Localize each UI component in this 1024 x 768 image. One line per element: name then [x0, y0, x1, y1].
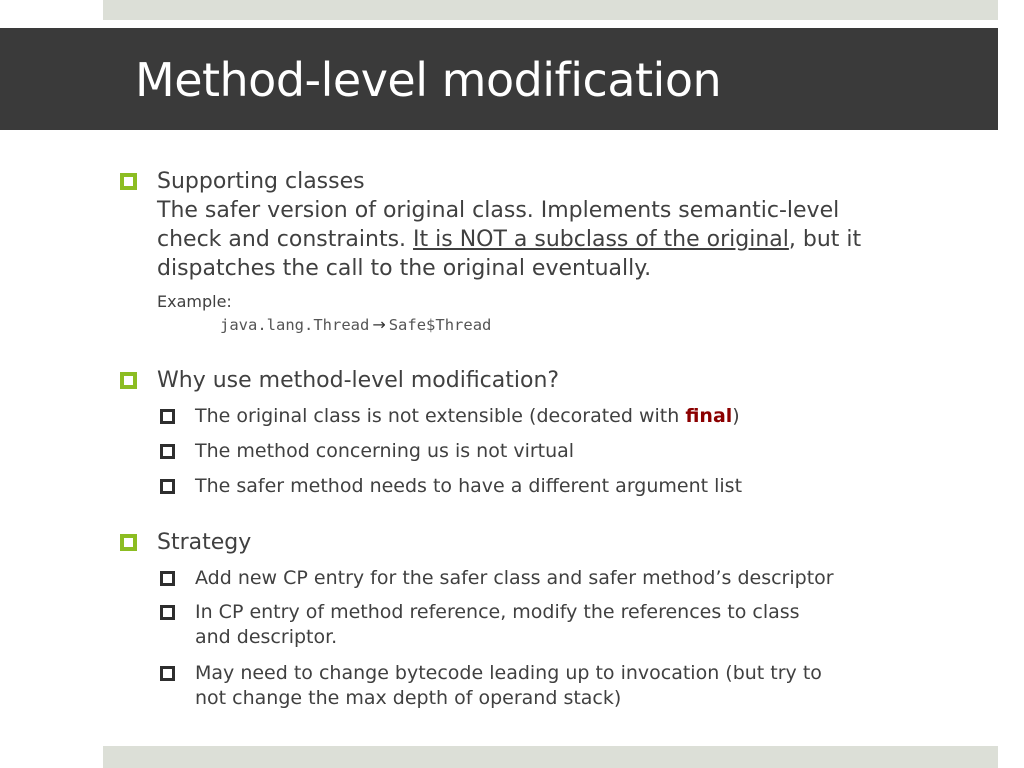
why-item-1-close: ) — [732, 405, 740, 427]
bullet-square-small-icon — [160, 605, 175, 620]
top-decor-strip — [103, 0, 998, 20]
supporting-line-2-end: , but it — [788, 227, 862, 252]
bullet-square-icon — [120, 173, 137, 190]
supporting-line-1: The safer version of original class. Implements semantic-level — [157, 198, 840, 223]
strategy-item-3-line-1: May need to change bytecode leading up to invocation (but try to — [195, 662, 822, 684]
supporting-line-2 — [157, 225, 861, 254]
strategy-item-1: Add new CP entry for the safer class and safer method’s descriptor — [195, 567, 834, 589]
bullet-square-icon — [120, 372, 137, 389]
bottom-decor-strip — [103, 746, 998, 768]
supporting-line-2-start: check and constraints. — [157, 227, 414, 252]
strategy-heading: Strategy — [157, 530, 252, 555]
why-item-1 — [195, 404, 740, 428]
arrow-right-icon: → — [372, 315, 386, 334]
example-from-class: java.lang.Thread — [220, 316, 370, 334]
why-item-2: The method concerning us is not virtual — [195, 440, 575, 462]
bullet-square-icon — [120, 534, 137, 551]
bullet-square-small-icon — [160, 444, 175, 459]
example-code — [220, 315, 491, 334]
why-heading: Why use method-level modification? — [157, 368, 560, 393]
strategy-item-2-line-1: In CP entry of method reference, modify the references to class — [195, 601, 800, 623]
bullet-square-small-icon — [160, 479, 175, 494]
example-label: Example: — [157, 292, 232, 311]
strategy-item-2-line-2: and descriptor. — [195, 626, 338, 648]
supporting-heading: Supporting classes — [157, 169, 365, 194]
example-to-class: Safe$Thread — [388, 316, 492, 334]
slide-title: Method-level modification — [135, 53, 722, 107]
not-subclass-emphasis: It is NOT a subclass of the original — [413, 227, 789, 252]
bullet-square-small-icon — [160, 571, 175, 586]
supporting-line-3: dispatches the call to the original eventually. — [157, 256, 652, 281]
why-item-1-text: The original class is not extensible (decorated with — [195, 405, 686, 427]
bullet-square-small-icon — [160, 409, 175, 424]
why-item-3: The safer method needs to have a different argument list — [195, 475, 743, 497]
strategy-item-3-line-2: not change the max depth of operand stack) — [195, 687, 622, 709]
bullet-square-small-icon — [160, 666, 175, 681]
final-keyword: final — [685, 405, 733, 427]
